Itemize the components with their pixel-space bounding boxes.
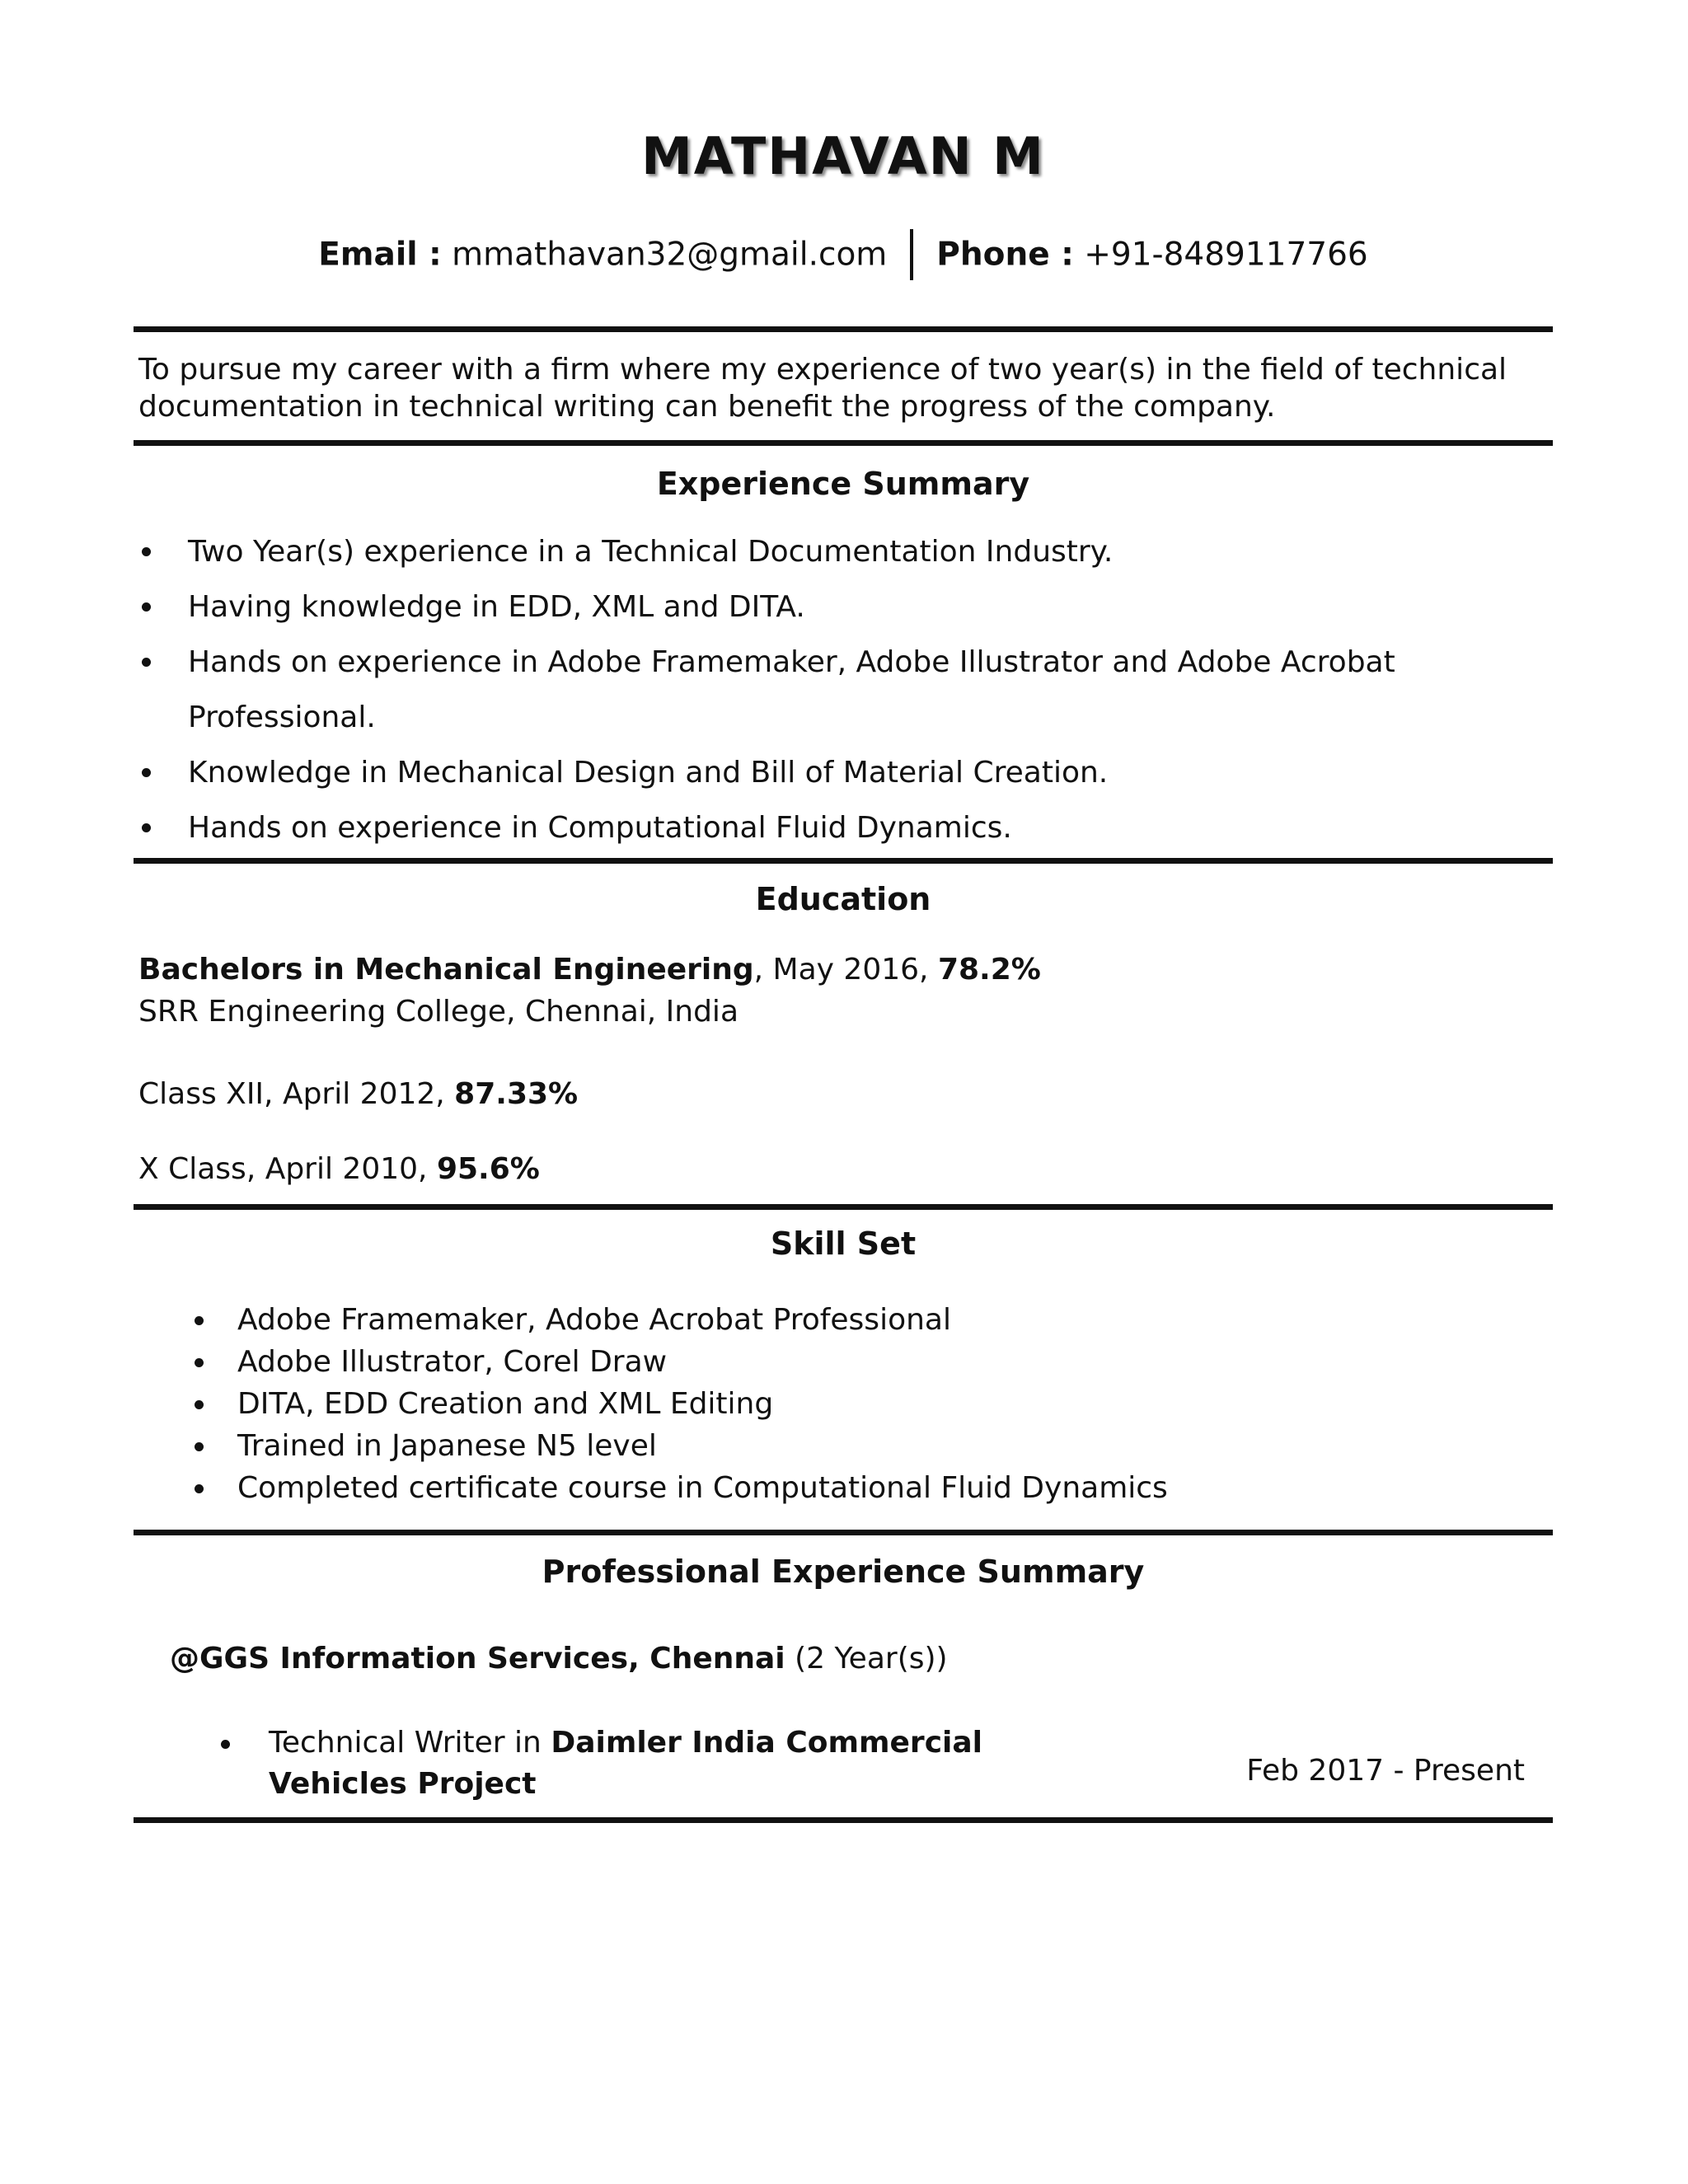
list-item (134, 635, 1535, 690)
list-item-text: Adobe Framemaker, Adobe Acrobat Professional (237, 1303, 951, 1337)
list-item (134, 1299, 1535, 1341)
class12-text: Class XII, April 2012, (138, 1077, 455, 1111)
job-project-line-1: Daimler India Commercial (551, 1726, 982, 1760)
list-item (134, 1467, 1535, 1509)
objective-line-2: documentation in technical writing can benefit the progress of the company. (138, 390, 1276, 424)
list-item (134, 745, 1535, 800)
divider-objective (134, 440, 1553, 446)
job-date: Feb 2017 - Present (1246, 1754, 1525, 1788)
list-item-text: DITA, EDD Creation and XML Editing (237, 1387, 774, 1421)
skill-set-list (134, 1299, 1535, 1509)
skill-set-heading: Skill Set (770, 1226, 917, 1262)
bullet-icon (221, 1740, 230, 1749)
bullet-icon (195, 1358, 204, 1367)
email-label: Email : (318, 236, 442, 274)
list-item-continuation (134, 690, 1535, 745)
class12-score: 87.33% (454, 1077, 579, 1111)
list-item (134, 800, 1535, 855)
college-line: SRR Engineering College, Chennai, India (138, 995, 738, 1029)
class10-score: 95.6% (436, 1152, 540, 1186)
divider-skills (134, 1530, 1553, 1535)
bullet-icon (142, 547, 151, 556)
list-item (134, 1341, 1535, 1383)
list-item-text: Knowledge in Mechanical Design and Bill of Material Creation. (188, 756, 1109, 790)
job-project-line-2: Vehicles Project (269, 1767, 537, 1801)
degree-score: 78.2% (937, 953, 1041, 987)
list-item-text: Hands on experience in Adobe Framemaker, Adobe Illustrator and Adobe Acrobat (188, 645, 1395, 679)
objective-text (138, 351, 1550, 425)
bullet-icon (195, 1400, 204, 1409)
divider-experience (134, 858, 1553, 864)
contact-separator (910, 229, 913, 280)
list-item-text: Completed certificate course in Computational Fluid Dynamics (237, 1471, 1168, 1505)
list-item-text: Trained in Japanese N5 level (237, 1429, 657, 1463)
bullet-icon (142, 602, 151, 612)
bullet-icon (142, 823, 151, 832)
job-role: Technical Writer in (269, 1726, 551, 1760)
bullet-icon (142, 658, 151, 667)
list-item (134, 1425, 1535, 1467)
class10-line (138, 1149, 540, 1190)
job-line-1 (269, 1722, 1060, 1764)
company-duration: (2 Year(s)) (785, 1642, 948, 1675)
email-value: mmathavan32@gmail.com (452, 236, 888, 274)
class10-text: X Class, April 2010, (138, 1152, 437, 1186)
list-item-text: Professional. (188, 701, 376, 734)
degree-line (138, 949, 1041, 991)
list-item-text: Adobe Illustrator, Corel Draw (237, 1345, 668, 1379)
job-entry (269, 1722, 1060, 1805)
experience-summary-heading: Experience Summary (656, 466, 1030, 502)
bullet-icon (195, 1316, 204, 1325)
divider-education (134, 1204, 1553, 1210)
job-line-2 (269, 1764, 1060, 1805)
list-item-text: Hands on experience in Computational Fluid Dynamics. (188, 811, 1012, 845)
professional-experience-heading: Professional Experience Summary (542, 1554, 1145, 1590)
list-item-text: Two Year(s) experience in a Technical Documentation Industry. (188, 535, 1114, 569)
divider-top (134, 326, 1553, 332)
contact-line (134, 231, 1553, 282)
list-item (134, 579, 1535, 635)
experience-summary-list (134, 524, 1535, 855)
company-line (170, 1638, 948, 1680)
list-item-text: Having knowledge in EDD, XML and DITA. (188, 590, 805, 624)
education-heading: Education (755, 881, 931, 917)
phone-label: Phone : (936, 236, 1074, 274)
class12-line (138, 1074, 578, 1115)
list-item (134, 524, 1535, 579)
company-name: @GGS Information Services, Chennai (170, 1642, 785, 1675)
bullet-icon (195, 1442, 204, 1451)
objective-line-1: To pursue my career with a firm where my experience of two year(s) in the field of technical (138, 353, 1507, 387)
bullet-icon (142, 768, 151, 777)
candidate-name: MATHAVAN M (641, 126, 1045, 186)
degree-name: Bachelors in Mechanical Engineering (138, 953, 754, 987)
divider-bottom (134, 1817, 1553, 1823)
phone-value: +91-8489117766 (1084, 236, 1368, 274)
degree-date: , May 2016, (753, 953, 938, 987)
bullet-icon (195, 1484, 204, 1493)
list-item (134, 1383, 1535, 1425)
